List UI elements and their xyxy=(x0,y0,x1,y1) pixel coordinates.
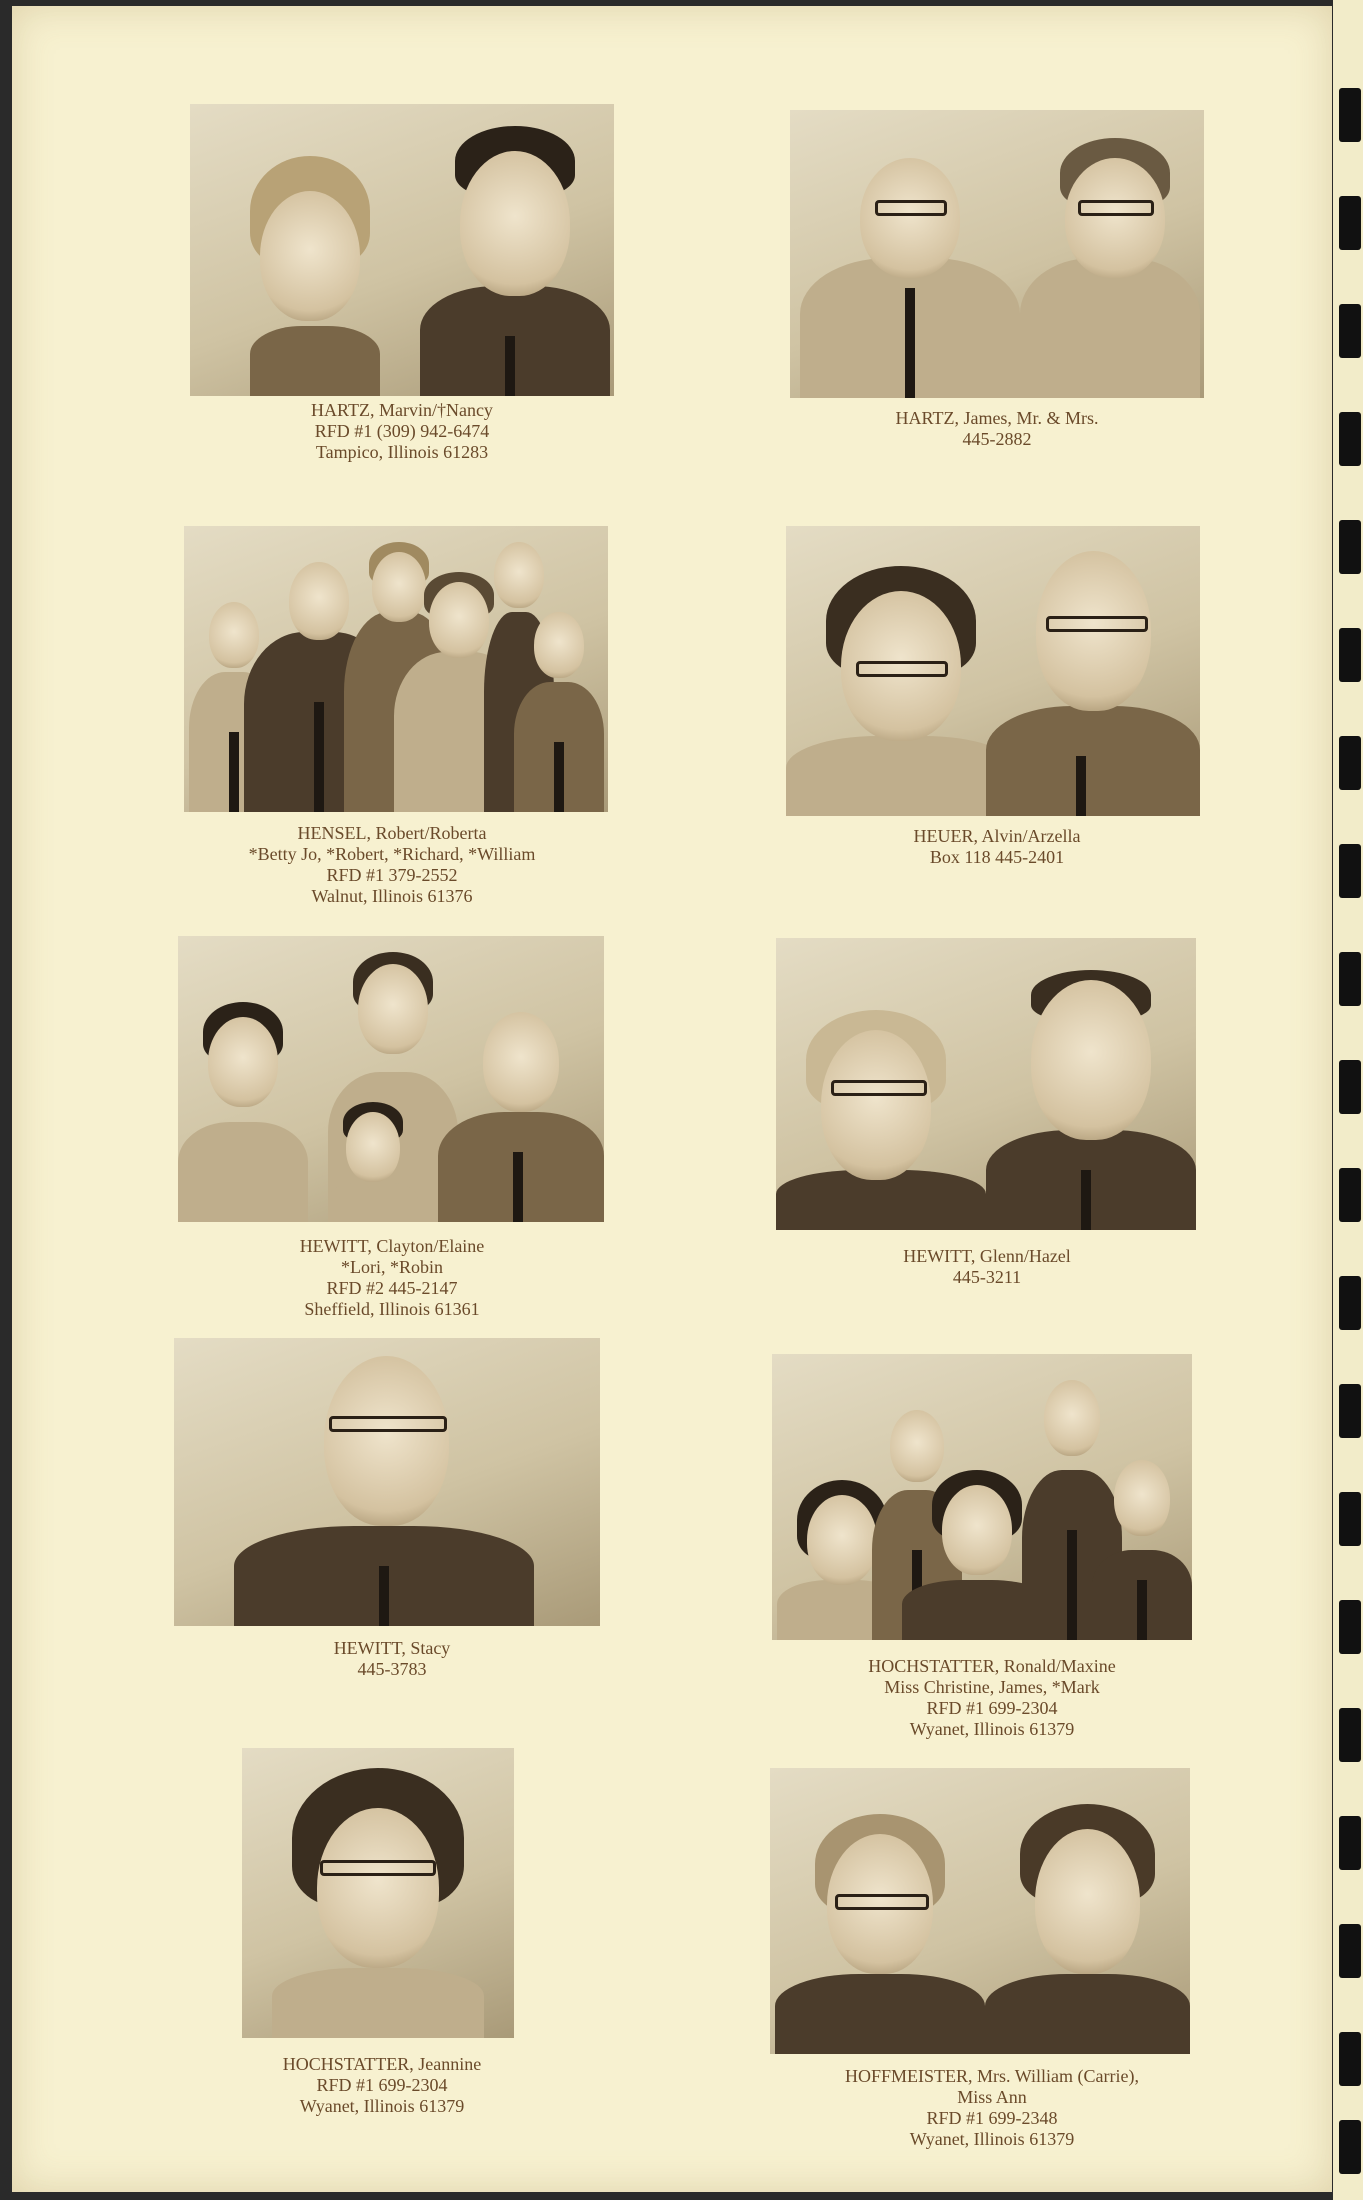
entry-name: HOCHSTATTER, Jeannine xyxy=(282,2054,482,2074)
directory-page xyxy=(12,6,1332,2192)
entry-line: 445-3783 xyxy=(357,1659,427,1679)
entry-line: RFD #1 379-2552 xyxy=(326,865,458,885)
entry-name: HARTZ, Marvin/†Nancy xyxy=(311,400,493,420)
entry-hewitt-stacy xyxy=(202,1638,582,1688)
binding-ring xyxy=(1339,412,1361,466)
entry-name: HEWITT, Stacy xyxy=(333,1638,451,1658)
entry-line: 445-2882 xyxy=(962,429,1032,449)
binding-ring xyxy=(1339,736,1361,790)
binding-ring xyxy=(1339,1492,1361,1546)
family-photo-hochstatter-ronald xyxy=(772,1354,1192,1640)
binding-ring xyxy=(1339,520,1361,574)
binding-ring xyxy=(1339,1060,1361,1114)
entry-line: Wyanet, Illinois 61379 xyxy=(299,2096,465,2116)
binding-ring xyxy=(1339,1600,1361,1654)
entry-hensel xyxy=(192,823,592,913)
entry-line: RFD #1 (309) 942-6474 xyxy=(314,421,490,441)
entry-line: Walnut, Illinois 61376 xyxy=(311,886,473,906)
entry-line: 445-3211 xyxy=(952,1267,1022,1287)
binding-ring xyxy=(1339,1924,1361,1978)
family-photo-hewitt-clayton xyxy=(178,936,604,1222)
entry-line: RFD #1 699-2304 xyxy=(926,1698,1058,1718)
entry-name: HEUER, Alvin/Arzella xyxy=(913,826,1081,846)
family-photo-hartz-james xyxy=(790,110,1204,398)
entry-name: HEWITT, Clayton/Elaine xyxy=(299,1236,485,1256)
entry-line: *Lori, *Robin xyxy=(341,1257,443,1277)
family-photo-hewitt-glenn xyxy=(776,938,1196,1230)
portrait-hochstatter-jeannine xyxy=(242,1748,514,2038)
entry-line: Wyanet, Illinois 61379 xyxy=(909,1719,1075,1739)
entry-hewitt-glenn xyxy=(802,1246,1172,1296)
binding-ring xyxy=(1339,2120,1361,2174)
entry-heuer xyxy=(812,826,1182,876)
entry-name: HOCHSTATTER, Ronald/Maxine xyxy=(868,1656,1116,1676)
binding-ring xyxy=(1339,88,1361,142)
entry-hartz-james xyxy=(812,408,1182,458)
entry-name: HARTZ, James, Mr. & Mrs. xyxy=(895,408,1099,428)
entry-hoffmeister xyxy=(792,2066,1192,2156)
entry-name: HENSEL, Robert/Roberta xyxy=(297,823,487,843)
binding-ring xyxy=(1339,628,1361,682)
binding-ring xyxy=(1339,1384,1361,1438)
entry-hochstatter-ronald xyxy=(802,1656,1182,1746)
family-photo-hartz-marvin xyxy=(190,104,614,396)
binding-ring xyxy=(1339,196,1361,250)
spiral-binding xyxy=(1333,0,1363,2200)
entry-hewitt-clayton xyxy=(202,1236,582,1326)
binding-ring xyxy=(1339,952,1361,1006)
entry-line: RFD #2 445-2147 xyxy=(326,1278,458,1298)
entry-hartz-marvin xyxy=(212,400,592,490)
binding-ring xyxy=(1339,304,1361,358)
entry-line: Miss Christine, James, *Mark xyxy=(884,1677,1100,1697)
family-photo-hoffmeister xyxy=(770,1768,1190,2054)
family-photo-hensel xyxy=(184,526,608,812)
entry-line: RFD #1 699-2304 xyxy=(316,2075,448,2095)
family-photo-heuer xyxy=(786,526,1200,816)
entry-hochstatter-jeannine xyxy=(192,2054,572,2124)
entry-line: Wyanet, Illinois 61379 xyxy=(909,2129,1075,2149)
entry-line: Box 118 445-2401 xyxy=(929,847,1065,867)
entry-line: Sheffield, Illinois 61361 xyxy=(304,1299,480,1319)
entry-name: HOFFMEISTER, Mrs. William (Carrie), xyxy=(845,2066,1139,2086)
entry-line: Tampico, Illinois 61283 xyxy=(315,442,489,462)
binding-ring xyxy=(1339,1708,1361,1762)
binding-ring xyxy=(1339,1816,1361,1870)
binding-ring xyxy=(1339,1168,1361,1222)
entry-line: Miss Ann xyxy=(957,2087,1027,2107)
binding-ring xyxy=(1339,1276,1361,1330)
binding-ring xyxy=(1339,844,1361,898)
entry-line: RFD #1 699-2348 xyxy=(926,2108,1058,2128)
binding-ring xyxy=(1339,2032,1361,2086)
entry-name: HEWITT, Glenn/Hazel xyxy=(903,1246,1071,1266)
entry-line: *Betty Jo, *Robert, *Richard, *William xyxy=(248,844,536,864)
portrait-hewitt-stacy xyxy=(174,1338,600,1626)
